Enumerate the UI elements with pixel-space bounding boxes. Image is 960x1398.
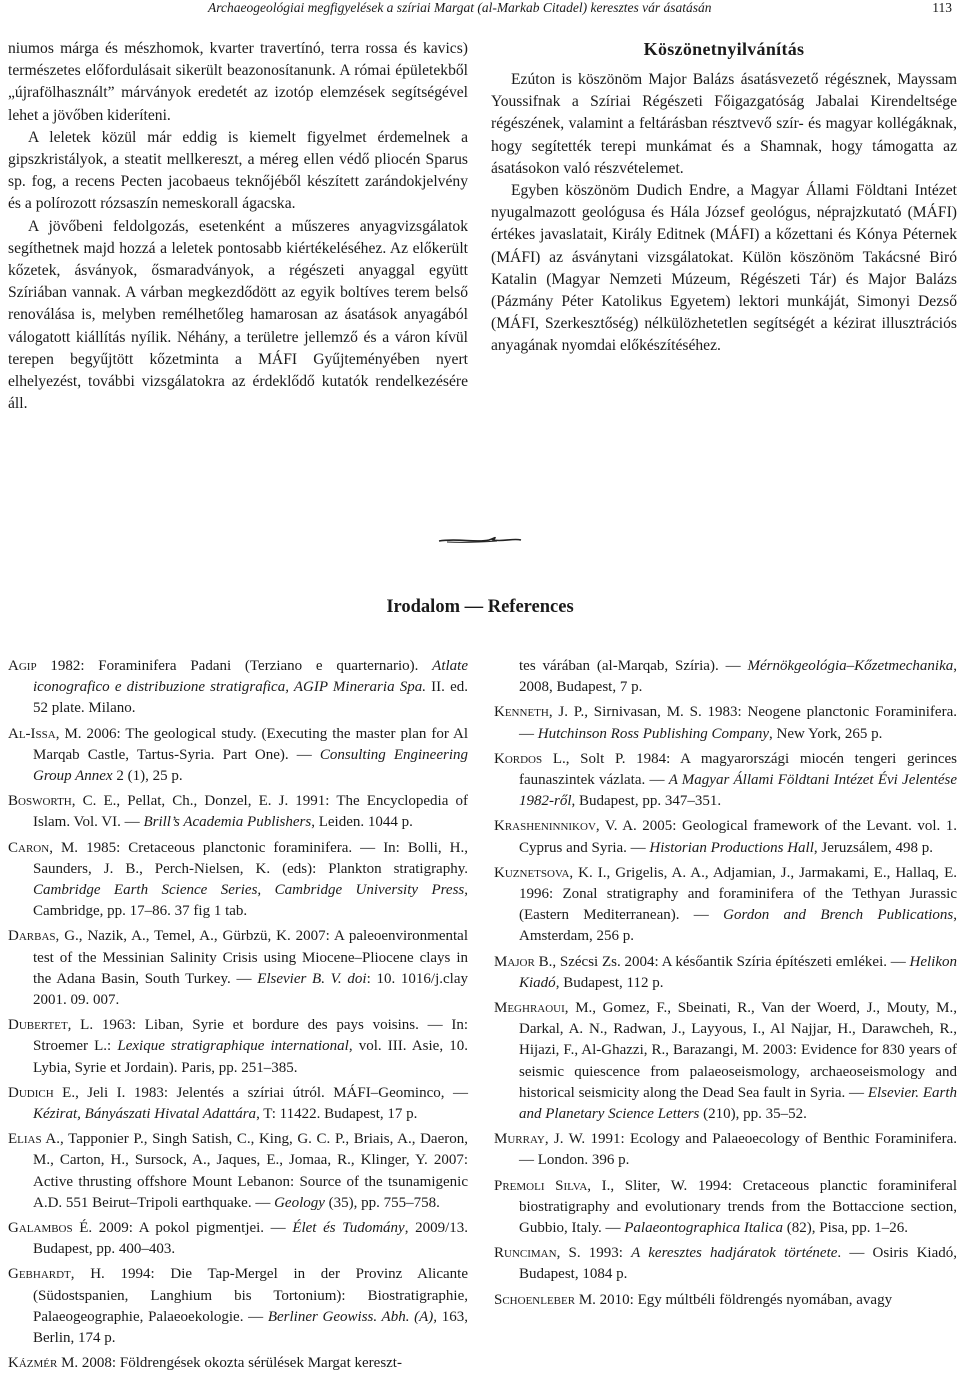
reference-entry: Schoenleber M. 2010: Egy múltbéli földrengés nyomában, avagy (494, 1291, 893, 1308)
reference-entry: Murray, J. W. 1991: Ecology and Palaeoecology of Benthic Foraminifera. — London. 396 p. (494, 1131, 957, 1169)
reference-entry: Major B., Szécsi Zs. 2004: A későantik Szíria építészeti emlékei. — Helikon Kiadó, Budapest, 112 p. (494, 953, 957, 991)
body-paragraph: niumos márga és mészhomok, kvarter travertínó, terra rossa és kavics) természetes előfordulásait sikerült beazonosítanunk. A római épületekből „újrafölhasznált” márványok eredetét az izotóp elemzések segítségével lehet a jövőben kideríteni. (8, 40, 468, 124)
reference-entry: Galambos É. 2009: A pokol pigmentjei. — Élet és Tudomány, 2009/13. Budapest, pp. 400–403. (8, 1220, 469, 1258)
running-head-title: Archaeogeológiai megfigyelések a szíriai Margat (al-Markab Citadel) keresztes vár ásatásán (208, 0, 712, 15)
reference-entry: Al-Issa, M. 2006: The geological study. (Executing the master plan for Al Marqab Castle, Tartus-Syria. Part One). — Consulting Engineering Group Annex 2 (1), 25 p. (8, 725, 468, 785)
reference-entry: Krasheninnikov, V. A. 2005: Geological framework of the Levant. vol. 1. Cyprus and Syria. — Historian Productions Hall, Jeruzsálem, 498 p. (494, 818, 957, 856)
reference-entry: Caron, M. 1985: Cretaceous planctonic foraminifera. — In: Bolli, H., Saunders, J. B., Perch-Nielsen, K. (eds): Plankton stratigraphy. Cambridge Earth Science Series, Cambridge University Press, Cambridge, pp. 17–86. 37 fig 1 tab. (8, 839, 468, 920)
references-left-column (8, 656, 468, 1375)
reference-entry: Darbas, G., Nazik, A., Temel, A., Gürbzü, K. 2007: A paleoenvironmental test of the Messinian Salinity Crisis using Miocene–Pliocene clays in the Adana Basin, South Turkey. — Elsevier B. V. doi: 10. 1016/j.clay 2001. 09. 007. (8, 928, 468, 1009)
reference-entry: Dudich E., Jeli I. 1983: Jelentés a szíriai útról. MÁFI–Geominco, — Kézirat, Bányászati Hivatal Adattára, T: 11422. Budapest, 17 p. (8, 1084, 468, 1123)
acknowledgements-heading: Köszönetnyilvánítás (643, 39, 805, 59)
references-heading: Irodalom — References (386, 597, 574, 617)
running-head (0, 0, 960, 22)
reference-entry: Meghraoui, M., Gomez, F., Sbeinati, R., Van der Woerd, J., Mouty, M., Darkal, A. N., Radwan, J., Layyous, I., Al Najjar, H., Darawcheh, R., Hijazi, F., Al-Ghazzi, R., Barazangi, M. 2003: Evidence for 830 years of seismic quiescence from palaeoseismology, archaeoseismology and historical seismicity along the Dead Sea fault in Syria. — Elsevier. Earth and Planetary Science Letters (210), pp. 35–52. (494, 1000, 957, 1123)
acknowledgements-paragraph: Egyben köszönöm Dudich Endre, a Magyar Állami Földtani Intézet nyugalmazott geológusa és Hála József geológus, néprajzkutató (MÁFI) értékes javaslatait, Király Editnek (MÁFI) a kőzettani és Kónya Péternek (MÁFI) az ásványtani vizsgálatokat. Külön köszönöm Takácsné Biró Katalin (Magyar Nemzeti Múzeum, Régészeti Tár) és Major Balázs (Pázmány Péter Katolikus Egyetem) lektori munkáját, Simonyi Dezső (MÁFI, Szerkesztőség) nélkülözhetetlen segítségét a kézirat illusztrációs anyagának nyomdai előkészítéséhez. (491, 182, 957, 355)
reference-entry: Kordos L., Solt P. 1984: A magyarországi miocén tengeri gerinces faunaszintek vázlata. — A Magyar Állami Földtani Intézet Évi Jelentése 1982-ről, Budapest, pp. 347–351. (494, 750, 957, 810)
reference-entry: Kázmér M. 2008: Földrengések okozta sérülések Margat kereszt- (8, 1355, 402, 1372)
acknowledgements-column (491, 38, 957, 358)
page-number: 113 (932, 0, 952, 15)
left-text-column (8, 38, 468, 415)
body-paragraph: A leletek közül már eddig is kiemelt figyelmet érdemelnek a gipszkristályok, a steatit mellkereszt, a méreg ellen védő pliocén Sparus sp. fog, a recens Pecten jacobaeus teknőjéből készített zarándokjelvény és a polírozott rózsaszín nemeskorall ágacska. (8, 128, 468, 213)
acknowledgements-paragraph: Ezúton is köszönöm Major Balázs ásatásvezető régésznek, Mayssam Youssifnak a Szíriai Régészeti Főigazgatóság Jabalai Kirendeltsége régészének, valamint a feltárásban résztvevő szír- és magyar kollégáknak, hogy segítették terepi munkámat és a Shamnak, hogy támogatta az ásatásokon való részvételemet. (491, 71, 957, 177)
reference-entry: Elias A., Tapponier P., Singh Satish, C., King, G. C. P., Briais, A., Daeron, M., Carton, H., Sursock, A., Jaques, E., Jomaa, R., Klinger, Y. 2007: Active thrusting offshore Mount Lebanon: Source of the tsunamigenic A.D. 551 Beirut–Tripoli earthquake. — Geology (35), pp. 755–758. (8, 1131, 468, 1211)
reference-entry: Dubertet, L. 1963: Liban, Syrie et bordure des pays voisins. — In: Stroemer L.: Lexique stratigraphique international, vol. III. Asie, 10. Lybia, Syrie et Jordain). Paris, pp. 251–385. (8, 1017, 468, 1076)
reference-entry: Agip 1982: Foraminifera Padani (Terziano e quarternario). Atlate iconografico e distribuzione stratigrafica, AGIP Mineraria Spa. II. ed. 52 plate. Milano. (8, 658, 468, 717)
reference-entry: Runciman, S. 1993: A keresztes hadjáratok története. — Osiris Kiadó, Budapest, 1084 p. (494, 1245, 957, 1283)
reference-entry: Gebhardt, H. 1994: Die Tap-Mergel in der Provinz Alicante (Südostspanien, Langhium bis Tortonium): Biostratigraphie, Palaeogeographie, Palaeoekologie. — Berliner Geowiss. Abh. (A), 163, Berlin, 174 p. (8, 1266, 468, 1347)
reference-entry: Kenneth, J. P., Sirnivasan, M. S. 1983: Neogene planctonic Foraminifera. — Hutchinson Ross Publishing Company, New York, 265 p. (494, 704, 957, 742)
body-paragraph: A jövőbeni feldolgozás, esetenként a műszeres anyagvizsgálatok segíthetnek majd hozzá a leletek pontosabb kiértékeléséhez. Az előkerült kőzetek, ásványok, ősmaradványok, a régészeti anyaggal együtt Szíriában vannak. A várban megkezdődött az egyik boltíves terem belső renoválása is, melyben remélhetőleg hamarosan az ásatások anyagából válogatott kiállítás nyílik. Néhány, a területre jellemző és a váron kívül terepen begyűjtött kőzetminta a MÁFI Gyűjteményében nyert elhelyezést, további vizsgálatokra az érdeklődő kutatók rendelkezésére áll. (8, 217, 468, 413)
section-divider-ornament (437, 534, 523, 546)
references-right-column (494, 656, 957, 1311)
reference-entry-continued: tes várában (al-Marqab, Szíria). — Mérnökgeológia–Kőzetmechanika, 2008, Budapest, 7 p. (519, 658, 957, 696)
reference-entry: Bosworth, C. E., Pellat, Ch., Donzel, E. J. 1991: The Encyclopedia of Islam. Vol. VI. — Brill’s Academia Publishers, Leiden. 1044 p. (8, 793, 468, 831)
reference-entry: Premoli Silva, I., Sliter, W. 1994: Cretaceous planctic foraminiferal biostratigraphy and evolutionary trends from the Bottaccione section, Gubbio, Italy. — Palaeontographica Italica (82), Pisa, pp. 1–26. (494, 1177, 957, 1237)
reference-entry: Kuznetsova, K. I., Grigelis, A. A., Adjamian, J., Jarmakami, E., Hallaq, E. 1996: Zonal stratigraphy and foraminifera of the Tethyan Jurassic (Eastern Mediterranean). — Gordon and Brench Publications, Amsterdam, 256 p. (494, 864, 957, 945)
